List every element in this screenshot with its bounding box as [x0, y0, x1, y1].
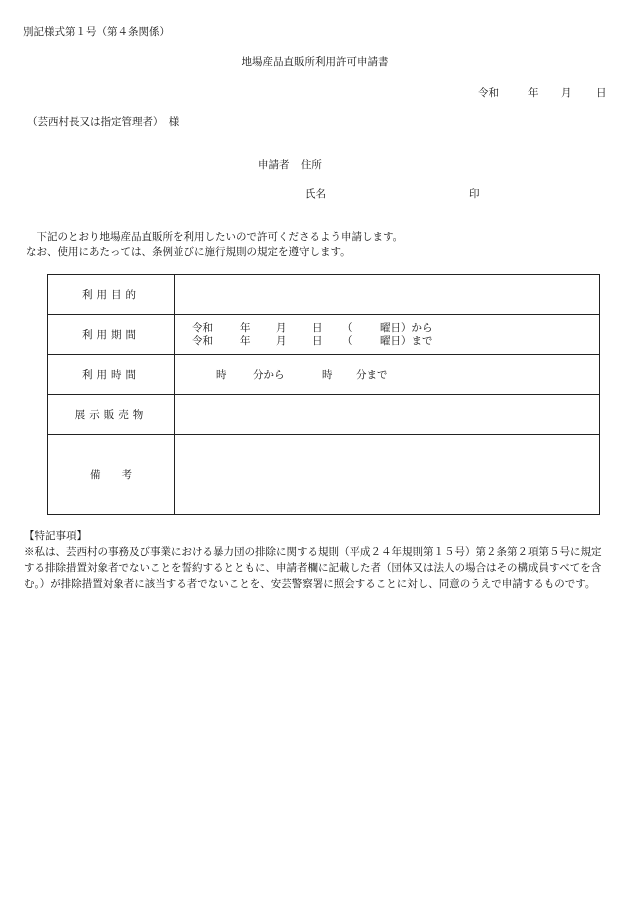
period-start-weekday: 曜日）から	[380, 321, 433, 334]
time-start-hour: 時	[216, 369, 227, 381]
addressee: （芸西村長又は指定管理者） 様	[27, 116, 180, 128]
request-line-2: なお、使用にあたっては、条例並びに施行規則の規定を遵守します。	[26, 246, 351, 258]
special-notes	[24, 528, 609, 592]
time-line	[175, 367, 599, 382]
time-start-minute: 分から	[253, 369, 285, 381]
period-start-line	[175, 322, 599, 335]
notes-heading: 【特記事項】	[24, 530, 87, 542]
table-row	[48, 435, 600, 515]
address-label: 住所	[300, 159, 322, 171]
purpose-label: 利用目的	[48, 275, 175, 315]
name-label: 氏名	[305, 188, 326, 200]
request-statement	[26, 230, 403, 260]
date-era: 令和	[478, 87, 499, 99]
notes-text: ※私は、芸西村の事務及び事業における暴力団の排除に関する規則（平成２４年規則第１５号）第２条第２項第５号に規定する排除措置対象者でないことを誓約するとともに、申請者欄に記載した者（団体又は法人の場合はその構成員すべてを含む。）が排除措置対象者に該当する者でないことを、安芸警察署に照会することに対し、同意のうえで申請するものです。	[24, 546, 602, 590]
date-year: 年	[528, 87, 539, 99]
period-end-day: 日	[312, 334, 323, 347]
applicant-label: 申請者	[258, 159, 290, 171]
period-start-day: 日	[312, 321, 323, 334]
table-row	[48, 355, 600, 395]
time-end-minute: 分まで	[356, 369, 388, 381]
remarks-field[interactable]	[175, 435, 600, 515]
period-start-paren: （	[342, 321, 353, 334]
period-end-era: 令和	[192, 334, 213, 347]
form-number-label: 別記様式第１号（第４条関係）	[23, 26, 170, 38]
period-end-year: 年	[240, 334, 251, 347]
document-title: 地場産品直販所利用許可申請書	[241, 56, 389, 68]
request-line-1: 下記のとおり地場産品直販所を利用したいので許可くださるよう申請します。	[26, 231, 404, 243]
applicant-address-line	[258, 157, 322, 172]
date-day: 日	[596, 87, 607, 99]
remarks-label: 備 考	[48, 435, 175, 515]
time-end-hour: 時	[322, 369, 333, 381]
period-end-paren: （	[342, 334, 353, 347]
period-end-month: 月	[276, 334, 287, 347]
application-table	[47, 274, 600, 515]
purpose-field[interactable]	[175, 275, 600, 315]
period-field[interactable]	[175, 315, 600, 355]
date-month: 月	[561, 87, 572, 99]
time-label: 利用時間	[48, 355, 175, 395]
seal-mark: 印	[469, 188, 480, 200]
time-field[interactable]	[175, 355, 600, 395]
period-start-month: 月	[276, 321, 287, 334]
period-start-year: 年	[240, 321, 251, 334]
table-row	[48, 315, 600, 355]
period-end-line	[175, 335, 599, 348]
products-field[interactable]	[175, 395, 600, 435]
period-label: 利用期間	[48, 315, 175, 355]
table-row	[48, 395, 600, 435]
period-start-era: 令和	[192, 321, 213, 334]
period-end-weekday: 曜日）まで	[380, 334, 433, 347]
table-row	[48, 275, 600, 315]
products-label: 展示販売物	[48, 395, 175, 435]
